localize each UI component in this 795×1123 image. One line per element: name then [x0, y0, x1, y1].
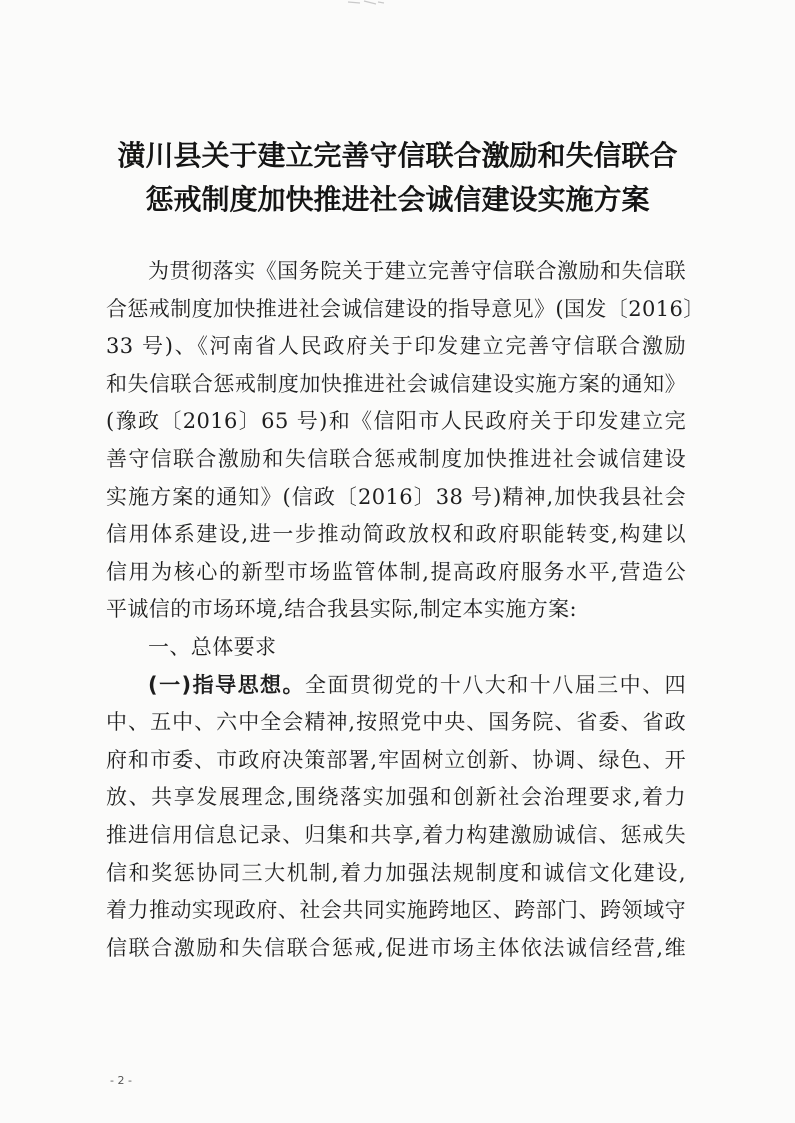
intro-line: 为贯彻落实《国务院关于建立完善守信联合激励和失信联 [148, 259, 686, 283]
document-title [100, 134, 695, 222]
body-line: 放、共享发展理念,围绕落实加强和创新社会治理要求,着力 [106, 785, 686, 810]
page-number: - 2 - [110, 1074, 132, 1087]
intro-line: 和失信联合惩戒制度加快推进社会诚信建设实施方案的通知》 [106, 371, 686, 396]
body-line: 着力推动实现政府、社会共同实施跨地区、跨部门、跨领域守 [106, 898, 686, 923]
intro-line: 善守信联合激励和失信联合惩戒制度加快推进社会诚信建设 [106, 446, 686, 471]
intro-line: 信用为核心的新型市场监管体制,提高政府服务水平,营造公 [106, 559, 686, 584]
subsection-first-text: 全面贯彻党的十八大和十八届三中、四 [305, 672, 686, 697]
scan-artifact [346, 0, 386, 8]
body-line: 中、五中、六中全会精神,按照党中央、国务院、省委、省政 [106, 710, 686, 735]
intro-line: 合惩戒制度加快推进社会诚信建设的指导意见》(国发〔2016〕 [106, 296, 705, 321]
body-line: 信联合激励和失信联合惩戒,促进市场主体依法诚信经营,维 [106, 935, 686, 960]
intro-line: 实施方案的通知》(信政〔2016〕38 号)精神,加快我县社会 [106, 484, 686, 509]
intro-line: 信用体系建设,进一步推动简政放权和政府职能转变,构建以 [106, 522, 686, 547]
title-line-1: 潢川县关于建立完善守信联合激励和失信联合 [117, 139, 678, 172]
body-line: 信和奖惩协同三大机制,着力加强法规制度和诚信文化建设, [106, 860, 686, 885]
intro-line: 33 号)、《河南省人民政府关于印发建立完善守信联合激励 [106, 334, 686, 359]
title-line-2: 惩戒制度加快推进社会诚信建设实施方案 [145, 183, 650, 216]
subsection-first-line [106, 667, 686, 705]
subsection-heading: (一)指导思想。 [148, 672, 305, 697]
intro-line: (豫政〔2016〕65 号)和《信阳市人民政府关于印发建立完 [106, 409, 686, 434]
body-line: 府和市委、市政府决策部署,牢固树立创新、协调、绿色、开 [106, 747, 686, 772]
intro-line: 平诚信的市场环境,结合我县实际,制定本实施方案: [106, 597, 578, 622]
document-body [106, 253, 705, 967]
body-line: 推进信用信息记录、归集和共享,着力构建激励诚信、惩戒失 [106, 822, 686, 847]
section-heading-1: 一、总体要求 [148, 634, 277, 659]
